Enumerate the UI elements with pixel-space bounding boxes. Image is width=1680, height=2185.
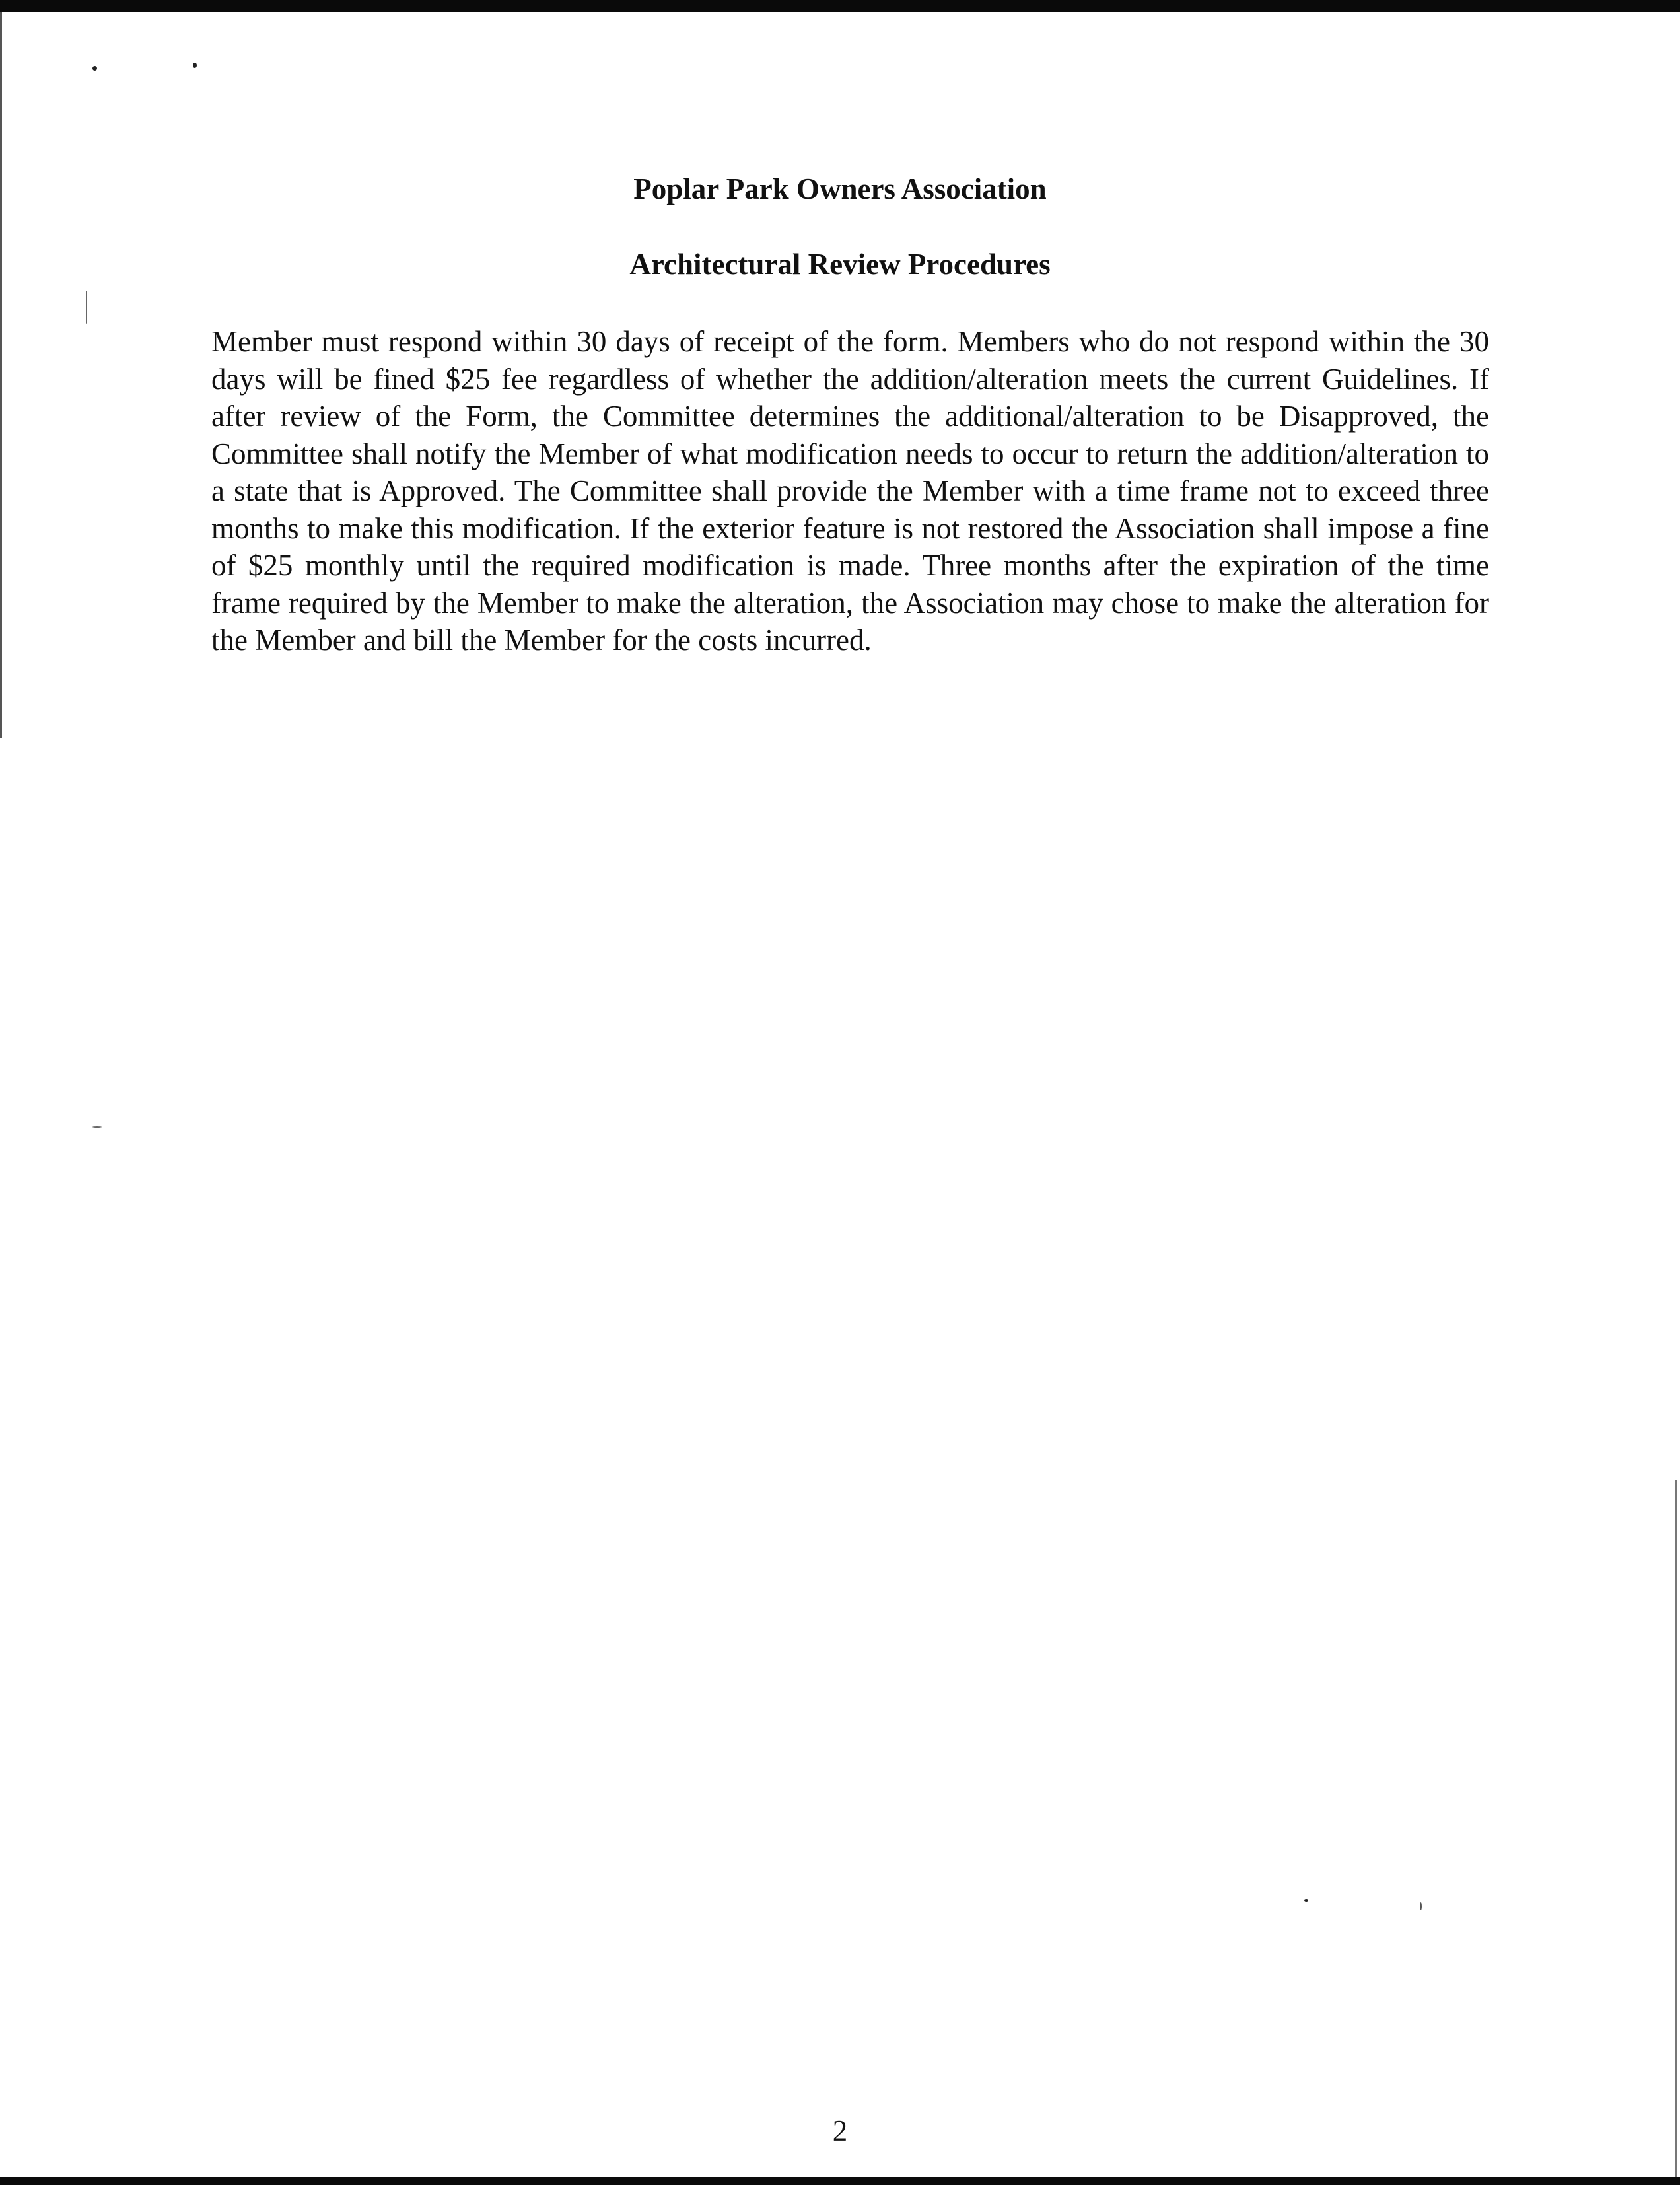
- scan-top-border: [0, 0, 1680, 12]
- document-title: Architectural Review Procedures: [629, 248, 1051, 281]
- scan-bottom-border: [0, 2177, 1680, 2185]
- organization-heading: Poplar Park Owners Association: [633, 172, 1047, 205]
- scan-speck: [92, 1126, 102, 1128]
- page-number: 2: [832, 2114, 848, 2147]
- scan-right-edge: [1675, 1480, 1677, 2177]
- scan-speck: [1420, 1902, 1422, 1910]
- scan-speck: [1304, 1899, 1308, 1902]
- scan-left-edge: [0, 12, 2, 738]
- scan-speck: [92, 66, 97, 71]
- scan-speck: [86, 291, 87, 324]
- procedure-paragraph: Member must respond within 30 days of receipt of the form. Members who do not respond within the 30 days will be fined $25 fee regardless of whether the addition/alteration meets the current Guidelines. If after review of the Form, the Committee determines the additional/alteration to be Disapproved, the Committee shall notify the Member of what modification needs to occur to return the addition/alteration to a state that is Approved. The Committee shall provide the Member with a time frame not to exceed three months to make this modification. If the exterior feature is not restored the Association shall impose a fine of $25 monthly until the required modification is made. Three months after the expiration of the time frame required by the Member to make the alteration, the Association may chose to make the alteration for the Member and bill the Member for the costs incurred.: [211, 325, 1489, 657]
- scan-speck: [193, 63, 197, 68]
